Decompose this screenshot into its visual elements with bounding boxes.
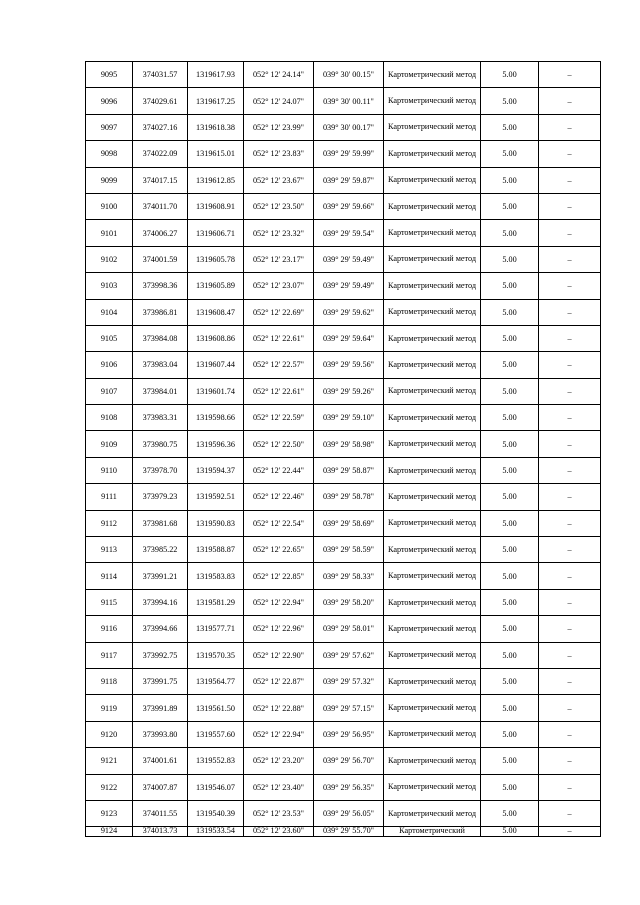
accuracy-cell: 5.00: [481, 721, 539, 747]
longitude-cell: 039° 29' 59.64": [314, 325, 384, 351]
accuracy-cell: 5.00: [481, 325, 539, 351]
table-row: [86, 220, 601, 246]
x-coordinate-cell: 374011.70: [133, 193, 188, 219]
accuracy-cell: 5.00: [481, 457, 539, 483]
note-cell: –: [539, 668, 601, 694]
note-cell: –: [539, 695, 601, 721]
longitude-cell: 039° 30' 00.11": [314, 88, 384, 114]
note-cell: –: [539, 167, 601, 193]
latitude-cell: 052° 12' 23.17": [244, 246, 314, 272]
table-row: [86, 62, 601, 88]
y-coordinate-cell: 1319557.60: [188, 721, 244, 747]
point-number-cell: 9114: [86, 563, 133, 589]
accuracy-cell: 5.00: [481, 748, 539, 774]
note-cell: –: [539, 273, 601, 299]
accuracy-cell: 5.00: [481, 378, 539, 404]
longitude-cell: 039° 29' 59.26": [314, 378, 384, 404]
table-row: [86, 484, 601, 510]
latitude-cell: 052° 12' 22.46": [244, 484, 314, 510]
point-number-cell: 9112: [86, 510, 133, 536]
note-cell: –: [539, 589, 601, 615]
note-cell: –: [539, 141, 601, 167]
y-coordinate-cell: 1319601.74: [188, 378, 244, 404]
accuracy-cell: 5.00: [481, 141, 539, 167]
method-cell: Картометрический метод: [384, 273, 481, 299]
point-number-cell: 9115: [86, 589, 133, 615]
point-number-cell: 9117: [86, 642, 133, 668]
y-coordinate-cell: 1319583.83: [188, 563, 244, 589]
note-cell: –: [539, 563, 601, 589]
longitude-cell: 039° 29' 58.33": [314, 563, 384, 589]
note-cell: –: [539, 62, 601, 88]
accuracy-cell: 5.00: [481, 273, 539, 299]
latitude-cell: 052° 12' 24.07": [244, 88, 314, 114]
x-coordinate-cell: 374007.87: [133, 774, 188, 800]
x-coordinate-cell: 373991.21: [133, 563, 188, 589]
y-coordinate-cell: 1319598.66: [188, 405, 244, 431]
point-number-cell: 9104: [86, 299, 133, 325]
point-number-cell: 9101: [86, 220, 133, 246]
method-cell: Картометрический метод: [384, 114, 481, 140]
note-cell: –: [539, 378, 601, 404]
x-coordinate-cell: 374017.15: [133, 167, 188, 193]
table-row: [86, 114, 601, 140]
x-coordinate-cell: 373985.22: [133, 537, 188, 563]
x-coordinate-cell: 373978.70: [133, 457, 188, 483]
x-coordinate-cell: 374031.57: [133, 62, 188, 88]
method-cell: Картометрический метод: [384, 695, 481, 721]
latitude-cell: 052° 12' 22.88": [244, 695, 314, 721]
accuracy-cell: 5.00: [481, 167, 539, 193]
longitude-cell: 039° 29' 59.54": [314, 220, 384, 246]
point-number-cell: 9120: [86, 721, 133, 747]
point-number-cell: 9102: [86, 246, 133, 272]
longitude-cell: 039° 29' 56.95": [314, 721, 384, 747]
note-cell: –: [539, 193, 601, 219]
latitude-cell: 052° 12' 23.32": [244, 220, 314, 246]
latitude-cell: 052° 12' 24.14": [244, 62, 314, 88]
table-row: [86, 299, 601, 325]
y-coordinate-cell: 1319581.29: [188, 589, 244, 615]
x-coordinate-cell: 373994.16: [133, 589, 188, 615]
point-number-cell: 9124: [86, 827, 133, 837]
latitude-cell: 052° 12' 22.61": [244, 378, 314, 404]
point-number-cell: 9113: [86, 537, 133, 563]
x-coordinate-cell: 373983.04: [133, 352, 188, 378]
longitude-cell: 039° 29' 58.01": [314, 616, 384, 642]
point-number-cell: 9110: [86, 457, 133, 483]
latitude-cell: 052° 12' 22.57": [244, 352, 314, 378]
method-cell: Картометрический метод: [384, 563, 481, 589]
method-cell: Картометрический метод: [384, 220, 481, 246]
longitude-cell: 039° 29' 58.98": [314, 431, 384, 457]
point-number-cell: 9108: [86, 405, 133, 431]
x-coordinate-cell: 373991.75: [133, 668, 188, 694]
method-cell: Картометрический метод: [384, 484, 481, 510]
method-cell: Картометрический метод: [384, 748, 481, 774]
y-coordinate-cell: 1319540.39: [188, 800, 244, 826]
table-row: [86, 616, 601, 642]
longitude-cell: 039° 29' 58.69": [314, 510, 384, 536]
table-row: [86, 748, 601, 774]
table-row: [86, 378, 601, 404]
method-cell: Картометрический метод: [384, 668, 481, 694]
method-cell: Картометрический метод: [384, 193, 481, 219]
y-coordinate-cell: 1319608.47: [188, 299, 244, 325]
point-number-cell: 9123: [86, 800, 133, 826]
longitude-cell: 039° 29' 59.56": [314, 352, 384, 378]
point-number-cell: 9096: [86, 88, 133, 114]
note-cell: –: [539, 800, 601, 826]
table-row: [86, 325, 601, 351]
method-cell: Картометрический метод: [384, 62, 481, 88]
accuracy-cell: 5.00: [481, 405, 539, 431]
point-number-cell: 9111: [86, 484, 133, 510]
note-cell: –: [539, 431, 601, 457]
method-cell: Картометрический: [384, 827, 481, 837]
x-coordinate-cell: 373991.89: [133, 695, 188, 721]
table-row: [86, 721, 601, 747]
table-row: [86, 642, 601, 668]
point-number-cell: 9105: [86, 325, 133, 351]
point-number-cell: 9122: [86, 774, 133, 800]
accuracy-cell: 5.00: [481, 642, 539, 668]
y-coordinate-cell: 1319608.86: [188, 325, 244, 351]
accuracy-cell: 5.00: [481, 616, 539, 642]
table-row: [86, 141, 601, 167]
x-coordinate-cell: 374029.61: [133, 88, 188, 114]
accuracy-cell: 5.00: [481, 299, 539, 325]
y-coordinate-cell: 1319612.85: [188, 167, 244, 193]
point-number-cell: 9118: [86, 668, 133, 694]
method-cell: Картометрический метод: [384, 299, 481, 325]
method-cell: Картометрический метод: [384, 616, 481, 642]
longitude-cell: 039° 29' 59.66": [314, 193, 384, 219]
longitude-cell: 039° 29' 59.49": [314, 246, 384, 272]
table-row: [86, 668, 601, 694]
method-cell: Картометрический метод: [384, 141, 481, 167]
latitude-cell: 052° 12' 23.50": [244, 193, 314, 219]
point-number-cell: 9109: [86, 431, 133, 457]
y-coordinate-cell: 1319596.36: [188, 431, 244, 457]
latitude-cell: 052° 12' 22.87": [244, 668, 314, 694]
latitude-cell: 052° 12' 23.40": [244, 774, 314, 800]
accuracy-cell: 5.00: [481, 510, 539, 536]
method-cell: Картометрический метод: [384, 405, 481, 431]
longitude-cell: 039° 29' 56.35": [314, 774, 384, 800]
y-coordinate-cell: 1319594.37: [188, 457, 244, 483]
note-cell: –: [539, 827, 601, 837]
longitude-cell: 039° 29' 59.99": [314, 141, 384, 167]
method-cell: Картометрический метод: [384, 246, 481, 272]
table-row: [86, 695, 601, 721]
table-row: [86, 405, 601, 431]
method-cell: Картометрический метод: [384, 378, 481, 404]
x-coordinate-cell: 373994.66: [133, 616, 188, 642]
accuracy-cell: 5.00: [481, 774, 539, 800]
latitude-cell: 052° 12' 22.50": [244, 431, 314, 457]
table-row: [86, 800, 601, 826]
longitude-cell: 039° 29' 58.78": [314, 484, 384, 510]
accuracy-cell: 5.00: [481, 246, 539, 272]
latitude-cell: 052° 12' 22.69": [244, 299, 314, 325]
latitude-cell: 052° 12' 22.94": [244, 721, 314, 747]
method-cell: Картометрический метод: [384, 800, 481, 826]
note-cell: –: [539, 642, 601, 668]
y-coordinate-cell: 1319590.83: [188, 510, 244, 536]
note-cell: –: [539, 721, 601, 747]
y-coordinate-cell: 1319533.54: [188, 827, 244, 837]
note-cell: –: [539, 484, 601, 510]
longitude-cell: 039° 29' 55.70": [314, 827, 384, 837]
accuracy-cell: 5.00: [481, 193, 539, 219]
accuracy-cell: 5.00: [481, 827, 539, 837]
x-coordinate-cell: 374001.61: [133, 748, 188, 774]
accuracy-cell: 5.00: [481, 668, 539, 694]
y-coordinate-cell: 1319617.93: [188, 62, 244, 88]
table-row: [86, 510, 601, 536]
point-number-cell: 9095: [86, 62, 133, 88]
table-row: [86, 431, 601, 457]
y-coordinate-cell: 1319561.50: [188, 695, 244, 721]
x-coordinate-cell: 373984.08: [133, 325, 188, 351]
latitude-cell: 052° 12' 22.59": [244, 405, 314, 431]
method-cell: Картометрический метод: [384, 642, 481, 668]
note-cell: –: [539, 457, 601, 483]
note-cell: –: [539, 114, 601, 140]
y-coordinate-cell: 1319607.44: [188, 352, 244, 378]
note-cell: –: [539, 774, 601, 800]
note-cell: –: [539, 405, 601, 431]
method-cell: Картометрический метод: [384, 510, 481, 536]
latitude-cell: 052° 12' 22.85": [244, 563, 314, 589]
point-number-cell: 9119: [86, 695, 133, 721]
latitude-cell: 052° 12' 23.60": [244, 827, 314, 837]
x-coordinate-cell: 373998.36: [133, 273, 188, 299]
note-cell: –: [539, 299, 601, 325]
point-number-cell: 9099: [86, 167, 133, 193]
accuracy-cell: 5.00: [481, 800, 539, 826]
latitude-cell: 052° 12' 22.90": [244, 642, 314, 668]
point-number-cell: 9098: [86, 141, 133, 167]
latitude-cell: 052° 12' 22.94": [244, 589, 314, 615]
y-coordinate-cell: 1319615.01: [188, 141, 244, 167]
y-coordinate-cell: 1319605.89: [188, 273, 244, 299]
table-row: [86, 193, 601, 219]
x-coordinate-cell: 374006.27: [133, 220, 188, 246]
y-coordinate-cell: 1319605.78: [188, 246, 244, 272]
longitude-cell: 039° 29' 56.05": [314, 800, 384, 826]
note-cell: –: [539, 537, 601, 563]
x-coordinate-cell: 374001.59: [133, 246, 188, 272]
latitude-cell: 052° 12' 22.65": [244, 537, 314, 563]
method-cell: Картометрический метод: [384, 537, 481, 563]
latitude-cell: 052° 12' 23.83": [244, 141, 314, 167]
point-number-cell: 9103: [86, 273, 133, 299]
longitude-cell: 039° 29' 59.62": [314, 299, 384, 325]
x-coordinate-cell: 374011.55: [133, 800, 188, 826]
longitude-cell: 039° 30' 00.17": [314, 114, 384, 140]
accuracy-cell: 5.00: [481, 484, 539, 510]
longitude-cell: 039° 30' 00.15": [314, 62, 384, 88]
table-row: [86, 88, 601, 114]
y-coordinate-cell: 1319606.71: [188, 220, 244, 246]
longitude-cell: 039° 29' 59.10": [314, 405, 384, 431]
table-row: [86, 352, 601, 378]
accuracy-cell: 5.00: [481, 695, 539, 721]
accuracy-cell: 5.00: [481, 352, 539, 378]
point-number-cell: 9106: [86, 352, 133, 378]
table-row: [86, 589, 601, 615]
longitude-cell: 039° 29' 59.87": [314, 167, 384, 193]
accuracy-cell: 5.00: [481, 62, 539, 88]
y-coordinate-cell: 1319570.35: [188, 642, 244, 668]
table-row: [86, 457, 601, 483]
y-coordinate-cell: 1319552.83: [188, 748, 244, 774]
point-number-cell: 9097: [86, 114, 133, 140]
method-cell: Картометрический метод: [384, 589, 481, 615]
method-cell: Картометрический метод: [384, 167, 481, 193]
accuracy-cell: 5.00: [481, 220, 539, 246]
note-cell: –: [539, 616, 601, 642]
x-coordinate-cell: 373984.01: [133, 378, 188, 404]
longitude-cell: 039° 29' 57.32": [314, 668, 384, 694]
y-coordinate-cell: 1319546.07: [188, 774, 244, 800]
table-row: [86, 167, 601, 193]
x-coordinate-cell: 373986.81: [133, 299, 188, 325]
x-coordinate-cell: 373981.68: [133, 510, 188, 536]
latitude-cell: 052° 12' 23.07": [244, 273, 314, 299]
y-coordinate-cell: 1319592.51: [188, 484, 244, 510]
longitude-cell: 039° 29' 56.70": [314, 748, 384, 774]
latitude-cell: 052° 12' 22.54": [244, 510, 314, 536]
x-coordinate-cell: 374027.16: [133, 114, 188, 140]
latitude-cell: 052° 12' 23.99": [244, 114, 314, 140]
longitude-cell: 039° 29' 58.59": [314, 537, 384, 563]
accuracy-cell: 5.00: [481, 563, 539, 589]
note-cell: –: [539, 246, 601, 272]
coordinates-table: [85, 61, 601, 837]
latitude-cell: 052° 12' 22.44": [244, 457, 314, 483]
accuracy-cell: 5.00: [481, 589, 539, 615]
accuracy-cell: 5.00: [481, 431, 539, 457]
y-coordinate-cell: 1319608.91: [188, 193, 244, 219]
method-cell: Картометрический метод: [384, 721, 481, 747]
point-number-cell: 9121: [86, 748, 133, 774]
x-coordinate-cell: 373993.80: [133, 721, 188, 747]
x-coordinate-cell: 373983.31: [133, 405, 188, 431]
x-coordinate-cell: 373980.75: [133, 431, 188, 457]
accuracy-cell: 5.00: [481, 537, 539, 563]
method-cell: Картометрический метод: [384, 457, 481, 483]
point-number-cell: 9116: [86, 616, 133, 642]
longitude-cell: 039° 29' 58.87": [314, 457, 384, 483]
y-coordinate-cell: 1319588.87: [188, 537, 244, 563]
point-number-cell: 9107: [86, 378, 133, 404]
method-cell: Картометрический метод: [384, 325, 481, 351]
latitude-cell: 052° 12' 22.61": [244, 325, 314, 351]
y-coordinate-cell: 1319577.71: [188, 616, 244, 642]
table-row: [86, 563, 601, 589]
table-row: [86, 273, 601, 299]
table-row: [86, 774, 601, 800]
note-cell: –: [539, 88, 601, 114]
table-row: [86, 246, 601, 272]
x-coordinate-cell: 374022.09: [133, 141, 188, 167]
note-cell: –: [539, 352, 601, 378]
coordinates-table-body: [86, 62, 601, 837]
latitude-cell: 052° 12' 23.67": [244, 167, 314, 193]
x-coordinate-cell: 373979.23: [133, 484, 188, 510]
note-cell: –: [539, 220, 601, 246]
accuracy-cell: 5.00: [481, 114, 539, 140]
longitude-cell: 039° 29' 59.49": [314, 273, 384, 299]
x-coordinate-cell: 374013.73: [133, 827, 188, 837]
table-row: [86, 537, 601, 563]
y-coordinate-cell: 1319618.38: [188, 114, 244, 140]
accuracy-cell: 5.00: [481, 88, 539, 114]
longitude-cell: 039° 29' 57.62": [314, 642, 384, 668]
latitude-cell: 052° 12' 23.53": [244, 800, 314, 826]
method-cell: Картометрический метод: [384, 431, 481, 457]
table-row: [86, 827, 601, 837]
y-coordinate-cell: 1319617.25: [188, 88, 244, 114]
method-cell: Картометрический метод: [384, 88, 481, 114]
note-cell: –: [539, 748, 601, 774]
y-coordinate-cell: 1319564.77: [188, 668, 244, 694]
longitude-cell: 039° 29' 57.15": [314, 695, 384, 721]
note-cell: –: [539, 510, 601, 536]
note-cell: –: [539, 325, 601, 351]
longitude-cell: 039° 29' 58.20": [314, 589, 384, 615]
method-cell: Картометрический метод: [384, 352, 481, 378]
x-coordinate-cell: 373992.75: [133, 642, 188, 668]
latitude-cell: 052° 12' 23.20": [244, 748, 314, 774]
point-number-cell: 9100: [86, 193, 133, 219]
latitude-cell: 052° 12' 22.96": [244, 616, 314, 642]
method-cell: Картометрический метод: [384, 774, 481, 800]
